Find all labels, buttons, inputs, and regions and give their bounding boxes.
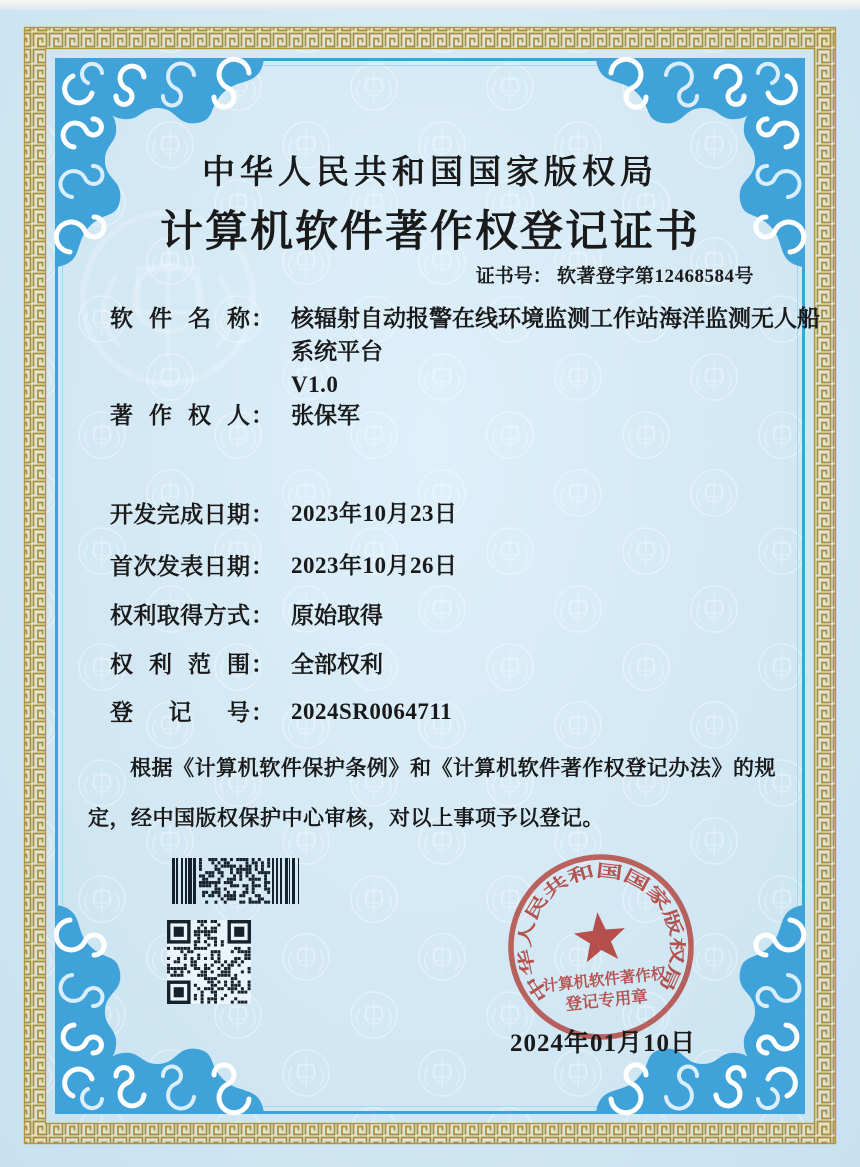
- field-label: 开发完成日期: [110, 501, 250, 527]
- field-colon: ：: [251, 553, 274, 579]
- field-dev-complete-date: [110, 498, 458, 530]
- field-value: 全部权利: [291, 651, 383, 677]
- barcode-icon: [172, 858, 299, 904]
- seal-arc-text: 中华人民共和国国家版权局: [515, 861, 687, 1005]
- legal-statement: 根据《计算机软件保护条例》和《计算机软件著作权登记办法》的规定，经中国版权保护中心审核，对以上事项予以登记。: [88, 757, 776, 830]
- field-colon: ：: [251, 651, 274, 677]
- field-value: 2024SR0064711: [291, 699, 453, 724]
- field-value: 2023年10月23日: [291, 501, 458, 526]
- field-rights-scope: [110, 648, 383, 680]
- field-label: 软件名称: [110, 305, 250, 331]
- field-first-publish-date: [110, 550, 458, 582]
- field-label: 首次发表日期: [110, 553, 250, 579]
- field-colon: ：: [251, 699, 274, 725]
- field-rights-acquisition: [110, 599, 383, 631]
- field-colon: ：: [251, 402, 274, 428]
- field-label: 著作权人: [110, 402, 250, 428]
- red-star-icon: [572, 910, 628, 964]
- authority-title: 中华人民共和国国家版权局: [202, 153, 658, 190]
- certificate-number: [476, 261, 754, 288]
- field-value: 张保军: [291, 402, 360, 428]
- field-colon: ：: [251, 602, 274, 628]
- seal-line2: 登记专用章: [564, 987, 649, 1014]
- field-colon: ：: [251, 501, 274, 527]
- software-version: V1.0: [291, 372, 339, 397]
- seal-line1: 计算机软件著作权: [541, 965, 668, 996]
- field-value: 2023年10月26日: [291, 553, 458, 578]
- field-value: [291, 302, 820, 401]
- issue-date: 2024年01月10日: [509, 1030, 696, 1057]
- field-label: 权利取得方式: [110, 602, 250, 628]
- software-name-line1: 核辐射自动报警在线环境监测工作站海洋监测无人船: [291, 305, 820, 331]
- certificate-number-label: 证书号：: [475, 266, 552, 287]
- field-label: 登记号: [110, 699, 250, 725]
- field-copyright-owner: [110, 399, 360, 431]
- software-name-line2: 系统平台: [291, 338, 383, 364]
- field-software-name: [110, 302, 820, 401]
- certificate-number-value: 软著登字第12468584号: [556, 266, 754, 287]
- field-registration-no: [110, 696, 452, 728]
- qr-code-icon: [167, 920, 251, 1004]
- field-colon: ：: [251, 305, 274, 331]
- field-label: 权利范围: [110, 651, 250, 677]
- certificate-title: 计算机软件著作权登记证书: [160, 208, 700, 256]
- field-value: 原始取得: [291, 602, 383, 628]
